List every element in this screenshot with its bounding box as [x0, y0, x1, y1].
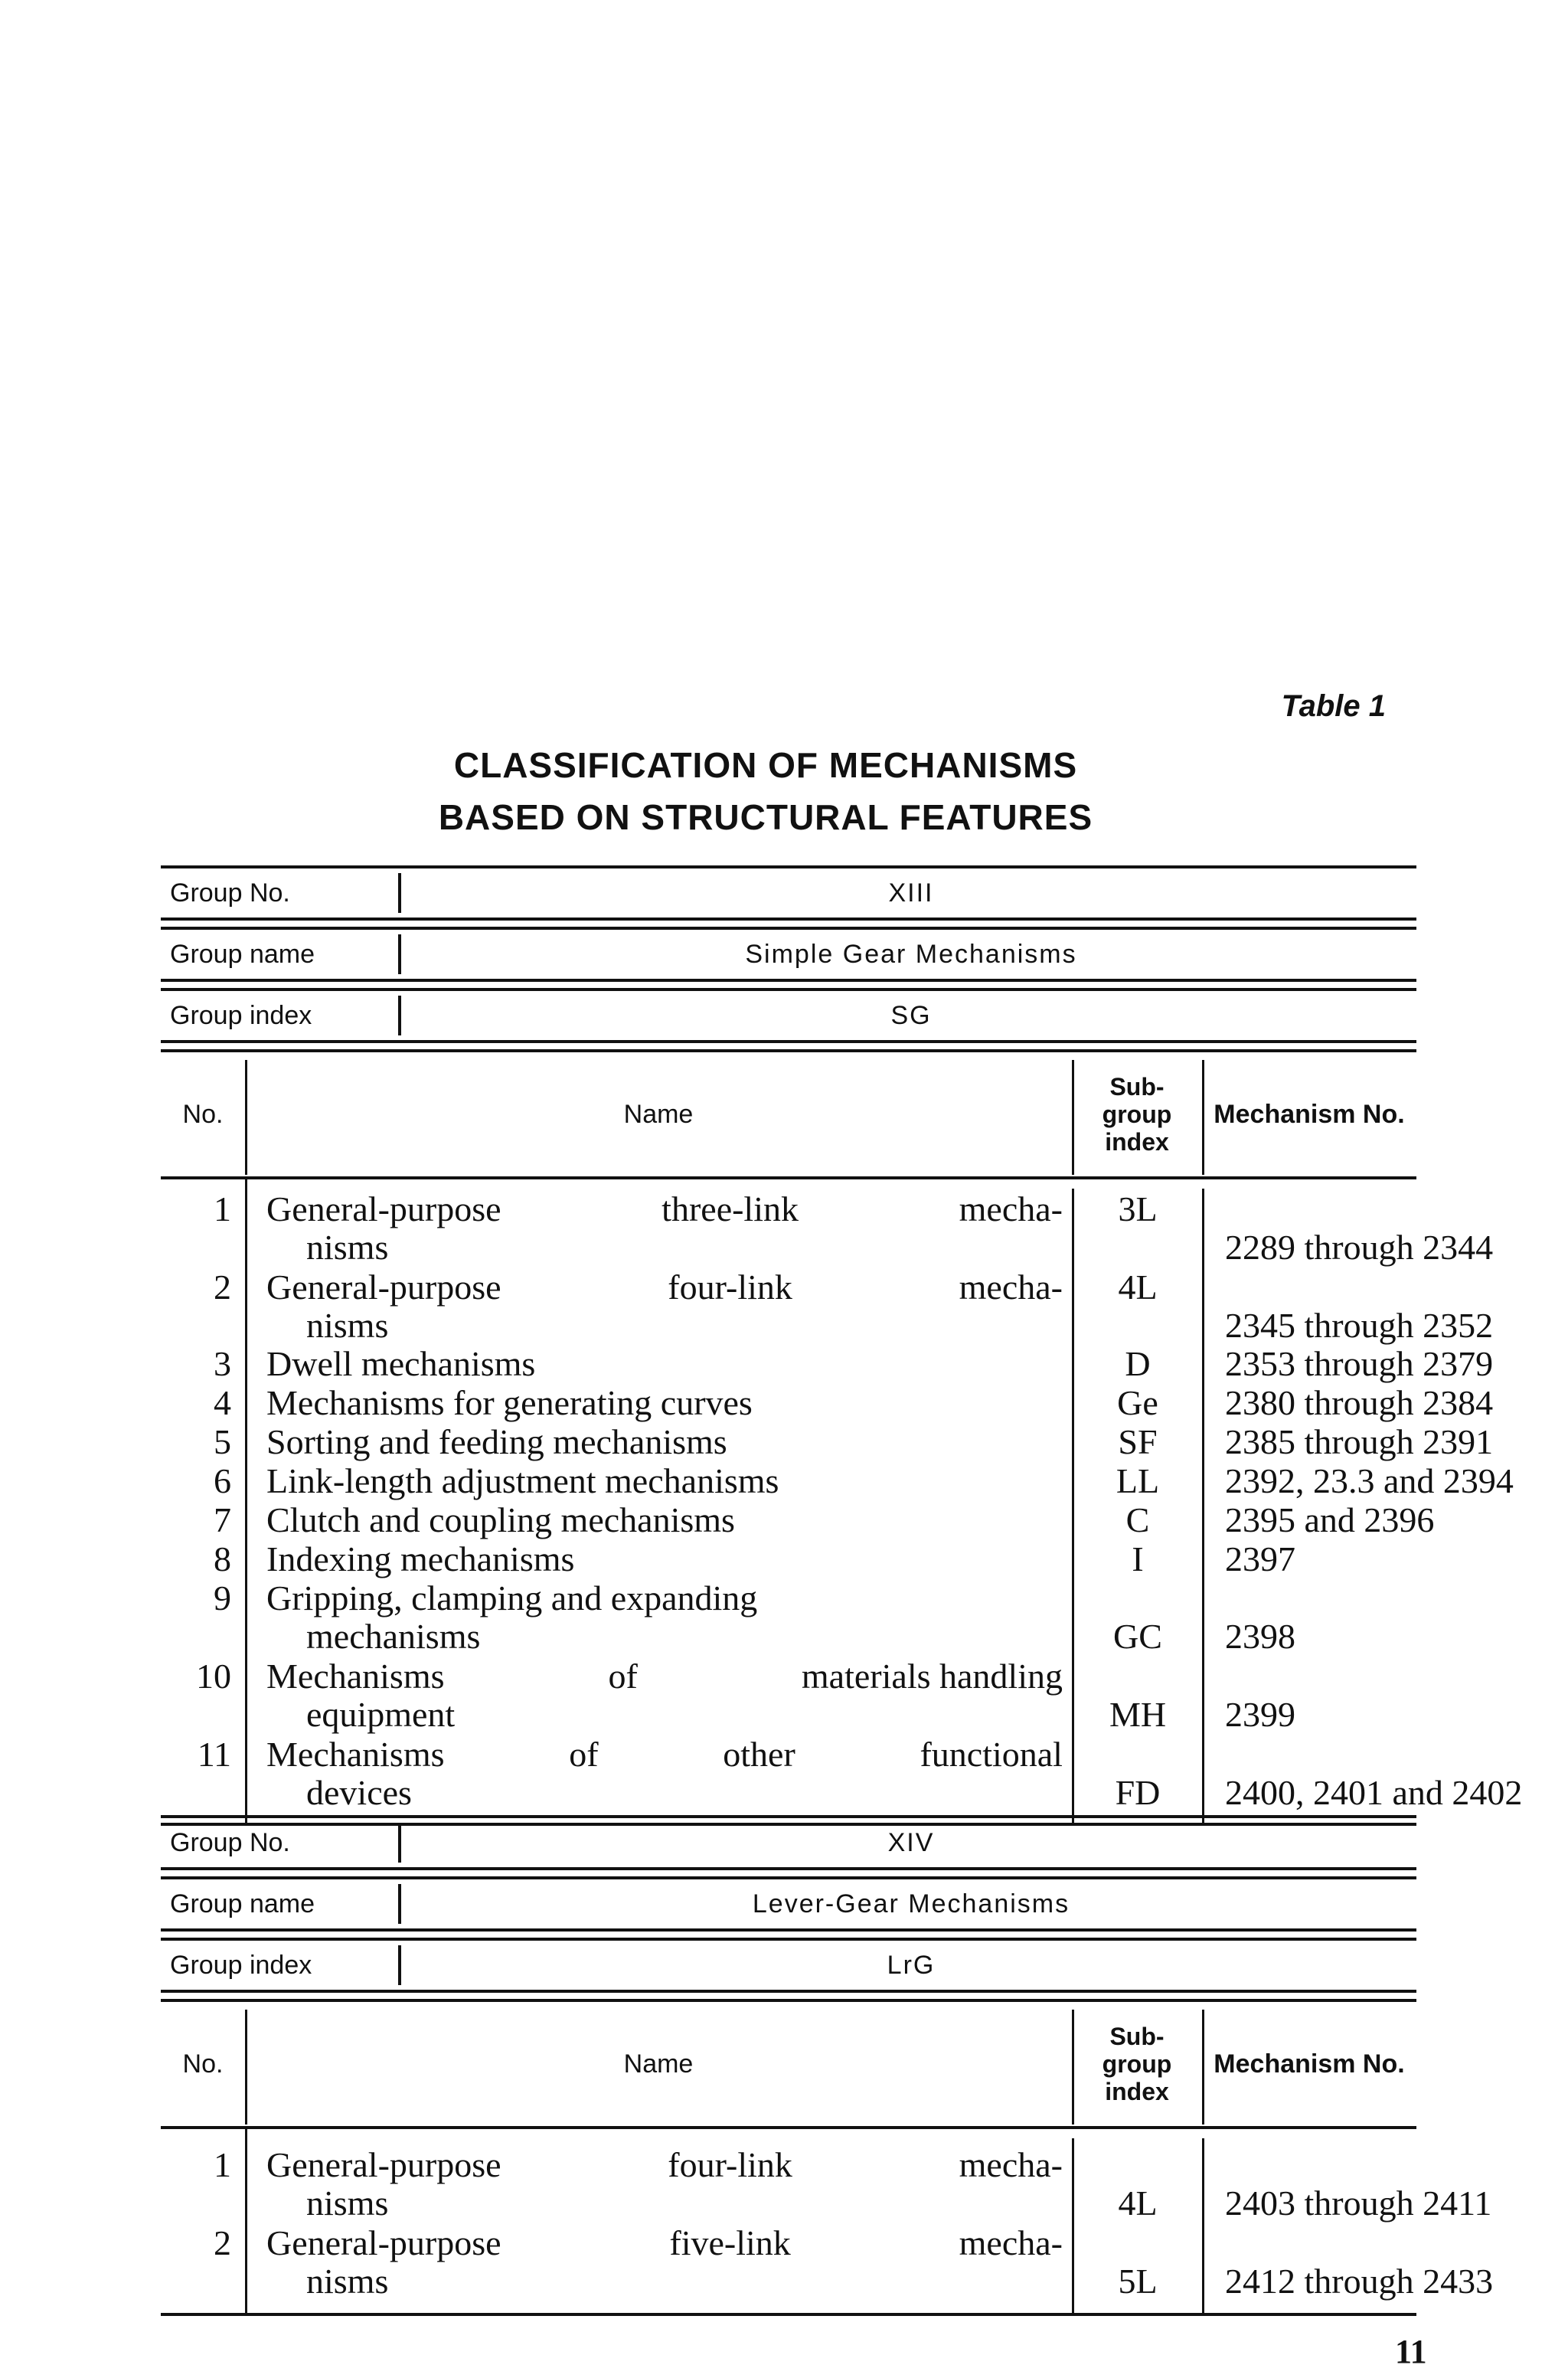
- subgroup-header-line-3: index: [1105, 2078, 1169, 2105]
- row-mechanism-no: 2397: [1225, 1539, 1295, 1578]
- col-name-header: Name: [623, 1099, 694, 1129]
- row-subgroup-index: D: [1125, 1344, 1151, 1383]
- row-name-cont: mechanisms: [306, 1617, 481, 1656]
- row-no: 5: [214, 1422, 231, 1461]
- table-row: [161, 1656, 1416, 1696]
- group-name-row: [161, 1876, 1416, 1932]
- row-separator: [398, 1884, 401, 1924]
- column-header: [161, 1049, 1416, 1179]
- group-section-xiv: [161, 1815, 1494, 2305]
- table-row-continuation: [161, 1694, 1416, 1734]
- row-subgroup-index: 5L: [1118, 2262, 1158, 2301]
- row-no: 11: [197, 1735, 231, 1774]
- table-row: [161, 1382, 1494, 1422]
- row-mechanism-no: 2403 through 2411: [1225, 2183, 1492, 2223]
- group-name-value: Lever-Gear Mechanisms: [752, 1889, 1070, 1918]
- table-row: [161, 1189, 1416, 1228]
- group-xiv-rows: [161, 2129, 1494, 2316]
- row-mechanism-no: 2395 and 2396: [1225, 1500, 1435, 1539]
- row-separator: [398, 996, 401, 1035]
- row-mechanism-no: 2289 through 2344: [1225, 1228, 1494, 1267]
- name-word: General-purpose: [266, 2223, 501, 2262]
- group-index-label: Group index: [170, 1951, 312, 1980]
- table-row-continuation: [161, 1305, 1494, 1345]
- row-name-cont: nisms: [306, 2262, 389, 2301]
- row-name: [266, 1656, 1063, 1696]
- row-name-cont: nisms: [306, 2183, 389, 2223]
- table-row-continuation: [161, 1227, 1494, 1267]
- row-mechanism-no: 2398: [1225, 1617, 1295, 1656]
- name-word: of: [608, 1657, 638, 1696]
- group-index-value: LrG: [887, 1951, 936, 1980]
- name-word: four-link: [668, 1268, 792, 1307]
- row-name: Clutch and coupling mechanisms: [266, 1500, 735, 1539]
- column-divider: [245, 2010, 247, 2124]
- row-mechanism-no: 2380 through 2384: [1225, 1383, 1494, 1422]
- table-title-line-1: CLASSIFICATION OF MECHANISMS: [453, 745, 1078, 785]
- name-word: General-purpose: [266, 2145, 501, 2184]
- column-divider: [1072, 1060, 1074, 1175]
- group-name-row: [161, 927, 1416, 982]
- table-label: Table 1: [1281, 689, 1386, 723]
- name-word: mecha-: [959, 2223, 1063, 2262]
- col-mechanism-header: Mechanism No.: [1214, 1099, 1405, 1129]
- group-name-value: Simple Gear Mechanisms: [745, 940, 1077, 969]
- column-divider: [1202, 2010, 1204, 2124]
- row-name-cont: equipment: [306, 1695, 456, 1734]
- group-xiii-rows: [161, 1179, 1523, 1826]
- table-row: [161, 1343, 1494, 1383]
- table-row: [161, 1578, 1416, 1617]
- page-number: 11: [1395, 2333, 1427, 2370]
- subgroup-header-line-1: Sub-: [1109, 1073, 1165, 1101]
- subgroup-header-line-1: Sub-: [1109, 2023, 1165, 2050]
- col-no-header: No.: [182, 2049, 224, 2079]
- row-name: Gripping, clamping and expanding: [266, 1578, 758, 1617]
- row-no: 6: [214, 1461, 231, 1500]
- row-separator: [398, 1945, 401, 1985]
- table-row-continuation: [161, 2183, 1492, 2223]
- column-divider: [1072, 2010, 1074, 2124]
- row-name: Sorting and feeding mechanisms: [266, 1422, 727, 1461]
- group-number-value: XIII: [888, 878, 934, 908]
- row-name-cont: devices: [306, 1773, 412, 1812]
- name-word: of: [569, 1735, 599, 1774]
- row-no: 9: [214, 1578, 231, 1617]
- row-name: Dwell mechanisms: [266, 1344, 536, 1383]
- row-subgroup-index: MH: [1109, 1695, 1167, 1734]
- name-word: five-link: [669, 2223, 791, 2262]
- row-mechanism-no: 2345 through 2352: [1225, 1306, 1494, 1345]
- name-word: General-purpose: [266, 1268, 501, 1307]
- row-name: Link-length adjustment mechanisms: [266, 1461, 779, 1500]
- col-mechanism-header: Mechanism No.: [1214, 2049, 1405, 2079]
- name-word: functional: [920, 1735, 1063, 1774]
- col-subgroup-header: [1072, 1052, 1202, 1176]
- row-subgroup-index: GC: [1113, 1617, 1162, 1656]
- row-no: 3: [214, 1344, 231, 1383]
- group-number-value: XIV: [887, 1828, 935, 1857]
- row-mechanism-no: 2353 through 2379: [1225, 1344, 1494, 1383]
- row-no: 7: [214, 1500, 231, 1539]
- name-word: mecha-: [959, 1268, 1063, 1307]
- name-word: mecha-: [959, 2145, 1063, 2184]
- group-name-label: Group name: [170, 1889, 315, 1918]
- subgroup-header-line-2: group: [1102, 1101, 1172, 1128]
- group-index-row: [161, 1938, 1416, 1993]
- col-name-header: Name: [623, 2049, 694, 2079]
- row-subgroup-index: 4L: [1118, 2183, 1158, 2223]
- row-subgroup-index: 4L: [1118, 1268, 1158, 1307]
- row-mechanism-no: 2400, 2401 and 2402: [1225, 1773, 1523, 1812]
- name-word: Mechanisms: [266, 1735, 445, 1774]
- row-no: 1: [214, 2145, 231, 2184]
- row-no: 4: [214, 1383, 231, 1422]
- row-subgroup-index: FD: [1115, 1773, 1161, 1812]
- row-mechanism-no: 2412 through 2433: [1225, 2262, 1494, 2301]
- row-subgroup-index: I: [1132, 1539, 1144, 1578]
- name-word: General-purpose: [266, 1189, 501, 1228]
- group-index-label: Group index: [170, 1001, 312, 1030]
- table-row: [161, 1539, 1416, 1578]
- name-word: four-link: [668, 2145, 792, 2184]
- table-row: [161, 1267, 1416, 1307]
- col-subgroup-header: [1072, 2002, 1202, 2126]
- row-subgroup-index: C: [1125, 1500, 1150, 1539]
- table-row: [161, 1460, 1514, 1500]
- table-row-continuation: [161, 1616, 1416, 1656]
- group-number-row: [161, 865, 1416, 921]
- row-no: 2: [214, 1268, 231, 1307]
- group-index-row: [161, 988, 1416, 1043]
- table-row: [161, 1500, 1435, 1539]
- row-separator: [398, 1823, 401, 1863]
- row-subgroup-index: Ge: [1117, 1383, 1158, 1422]
- row-name: [266, 1267, 1063, 1307]
- row-no: 1: [214, 1189, 231, 1228]
- row-no: 2: [214, 2223, 231, 2262]
- row-mechanism-no: 2392, 23.3 and 2394: [1225, 1461, 1514, 1500]
- row-separator: [398, 934, 401, 974]
- row-mechanism-no: 2399: [1225, 1695, 1295, 1734]
- row-subgroup-index: SF: [1118, 1422, 1158, 1461]
- row-separator: [398, 873, 401, 913]
- group-number-row: [161, 1815, 1416, 1870]
- row-name: Indexing mechanisms: [266, 1539, 575, 1578]
- row-subgroup-index: 3L: [1118, 1189, 1158, 1228]
- row-name: [266, 1734, 1063, 1775]
- table-row: [161, 1421, 1494, 1461]
- name-word: three-link: [662, 1189, 799, 1228]
- name-word: Mechanisms: [266, 1657, 445, 1696]
- name-word: other: [723, 1735, 795, 1774]
- column-divider: [1202, 1060, 1204, 1175]
- subgroup-header-line-2: group: [1102, 2050, 1172, 2078]
- table-row-continuation: [161, 1772, 1523, 1812]
- name-word: mecha-: [959, 1189, 1063, 1228]
- name-word: materials handling: [801, 1657, 1063, 1696]
- table-title-line-2: BASED ON STRUCTURAL FEATURES: [438, 797, 1093, 837]
- column-header: [161, 1999, 1416, 2129]
- group-number-label: Group No.: [170, 1828, 290, 1857]
- row-subgroup-index: LL: [1116, 1461, 1160, 1500]
- group-name-label: Group name: [170, 940, 315, 969]
- row-name-cont: nisms: [306, 1306, 389, 1345]
- row-no: 10: [196, 1657, 231, 1696]
- row-name: [266, 1189, 1063, 1229]
- table-row-continuation: [161, 2261, 1494, 2301]
- table-row: [161, 2144, 1416, 2184]
- group-section-xiii: [161, 865, 1523, 1815]
- row-no: 8: [214, 1539, 231, 1578]
- col-no-header: No.: [182, 1099, 224, 1129]
- table-row: [161, 2223, 1416, 2262]
- row-mechanism-no: 2385 through 2391: [1225, 1422, 1494, 1461]
- row-name: [266, 2223, 1063, 2263]
- group-index-value: SG: [890, 1001, 932, 1030]
- table-row: [161, 1734, 1416, 1774]
- row-name-cont: nisms: [306, 1228, 389, 1267]
- group-number-label: Group No.: [170, 878, 290, 908]
- column-divider: [245, 1060, 247, 1175]
- subgroup-header-line-3: index: [1105, 1128, 1169, 1156]
- row-name: Mechanisms for generating curves: [266, 1383, 753, 1422]
- row-name: [266, 2144, 1063, 2185]
